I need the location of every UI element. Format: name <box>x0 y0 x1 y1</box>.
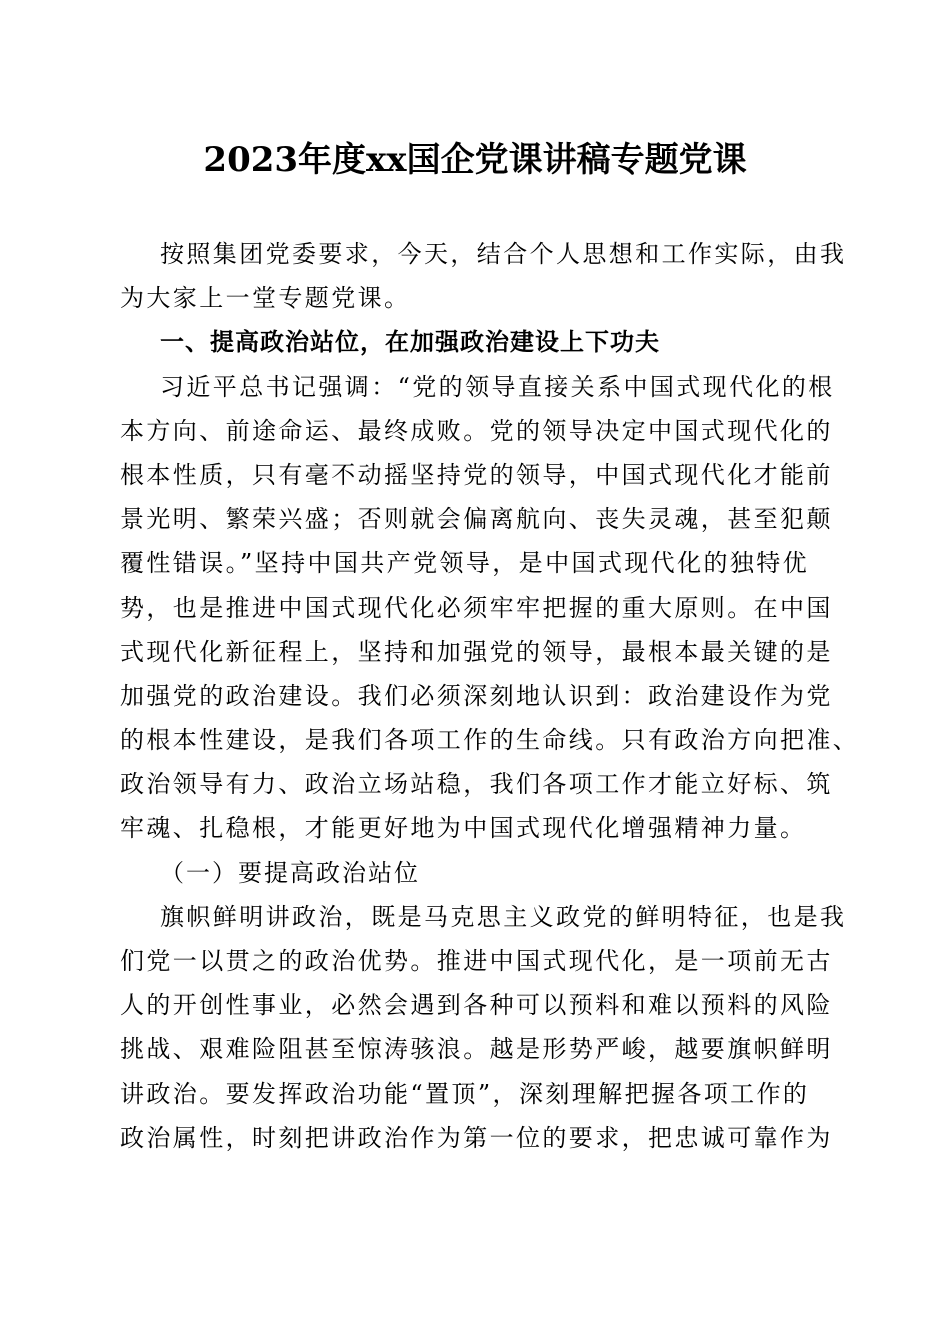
paragraph-line: 牢魂、扎稳根，才能更好地为中国式现代化增强精神力量。 <box>120 814 807 843</box>
paragraph-line: 根本性质，只有毫不动摇坚持党的领导，中国式现代化才能前 <box>120 460 833 489</box>
paragraph-line: 势，也是推进中国式现代化必须牢牢把握的重大原则。在中国 <box>120 593 833 622</box>
paragraph-line: 景光明、繁荣兴盛；否则就会偏离航向、丧失灵魂，甚至犯颠 <box>120 505 833 534</box>
paragraph-line: 覆性错误。”坚持中国共产党领导，是中国式现代化的独特优 <box>120 549 810 578</box>
paragraph-line: 讲政治。要发挥政治功能“置顶”，深刻理解把握各项工作的 <box>120 1079 810 1108</box>
paragraph-line: 为大家上一堂专题党课。 <box>120 284 411 313</box>
paragraph-line: 式现代化新征程上，坚持和加强党的领导，最根本最关键的是 <box>120 637 833 666</box>
section-heading: 一、提高政治站位，在加强政治建设上下功夫 <box>160 327 660 357</box>
paragraph-line: 本方向、前途命运、最终成败。党的领导决定中国式现代化的 <box>120 416 833 445</box>
paragraph-line: 加强党的政治建设。我们必须深刻地认识到：政治建设作为党 <box>120 681 833 710</box>
paragraph-line: 们党一以贯之的政治优势。推进中国式现代化，是一项前无古 <box>120 947 833 975</box>
document-title: 2023年度xx国企党课讲稿专题党课 <box>203 140 747 180</box>
paragraph-line: 挑战、艰难险阻甚至惊涛骇浪。越是形势严峻，越要旗帜鲜明 <box>120 1035 833 1064</box>
paragraph-line: 政治领导有力、政治立场站稳，我们各项工作才能立好标、筑 <box>120 770 833 799</box>
paragraph-line: 旗帜鲜明讲政治，既是马克思主义政党的鲜明特征，也是我 <box>160 902 847 931</box>
paragraph-line: 人的开创性事业，必然会遇到各种可以预料和难以预料的风险 <box>120 991 833 1020</box>
subsection-heading: （一）要提高政治站位 <box>160 858 420 887</box>
document-body <box>120 232 860 1160</box>
paragraph-line: 的根本性建设，是我们各项工作的生命线。只有政治方向把准、 <box>120 726 860 755</box>
paragraph-line: 按照集团党委要求，今天，结合个人思想和工作实际，由我 <box>160 240 847 268</box>
paragraph-line: 习近平总书记强调：“党的领导直接关系中国式现代化的根 <box>160 372 835 401</box>
paragraph-line: 政治属性，时刻把讲政治作为第一位的要求，把忠诚可靠作为 <box>120 1123 833 1152</box>
